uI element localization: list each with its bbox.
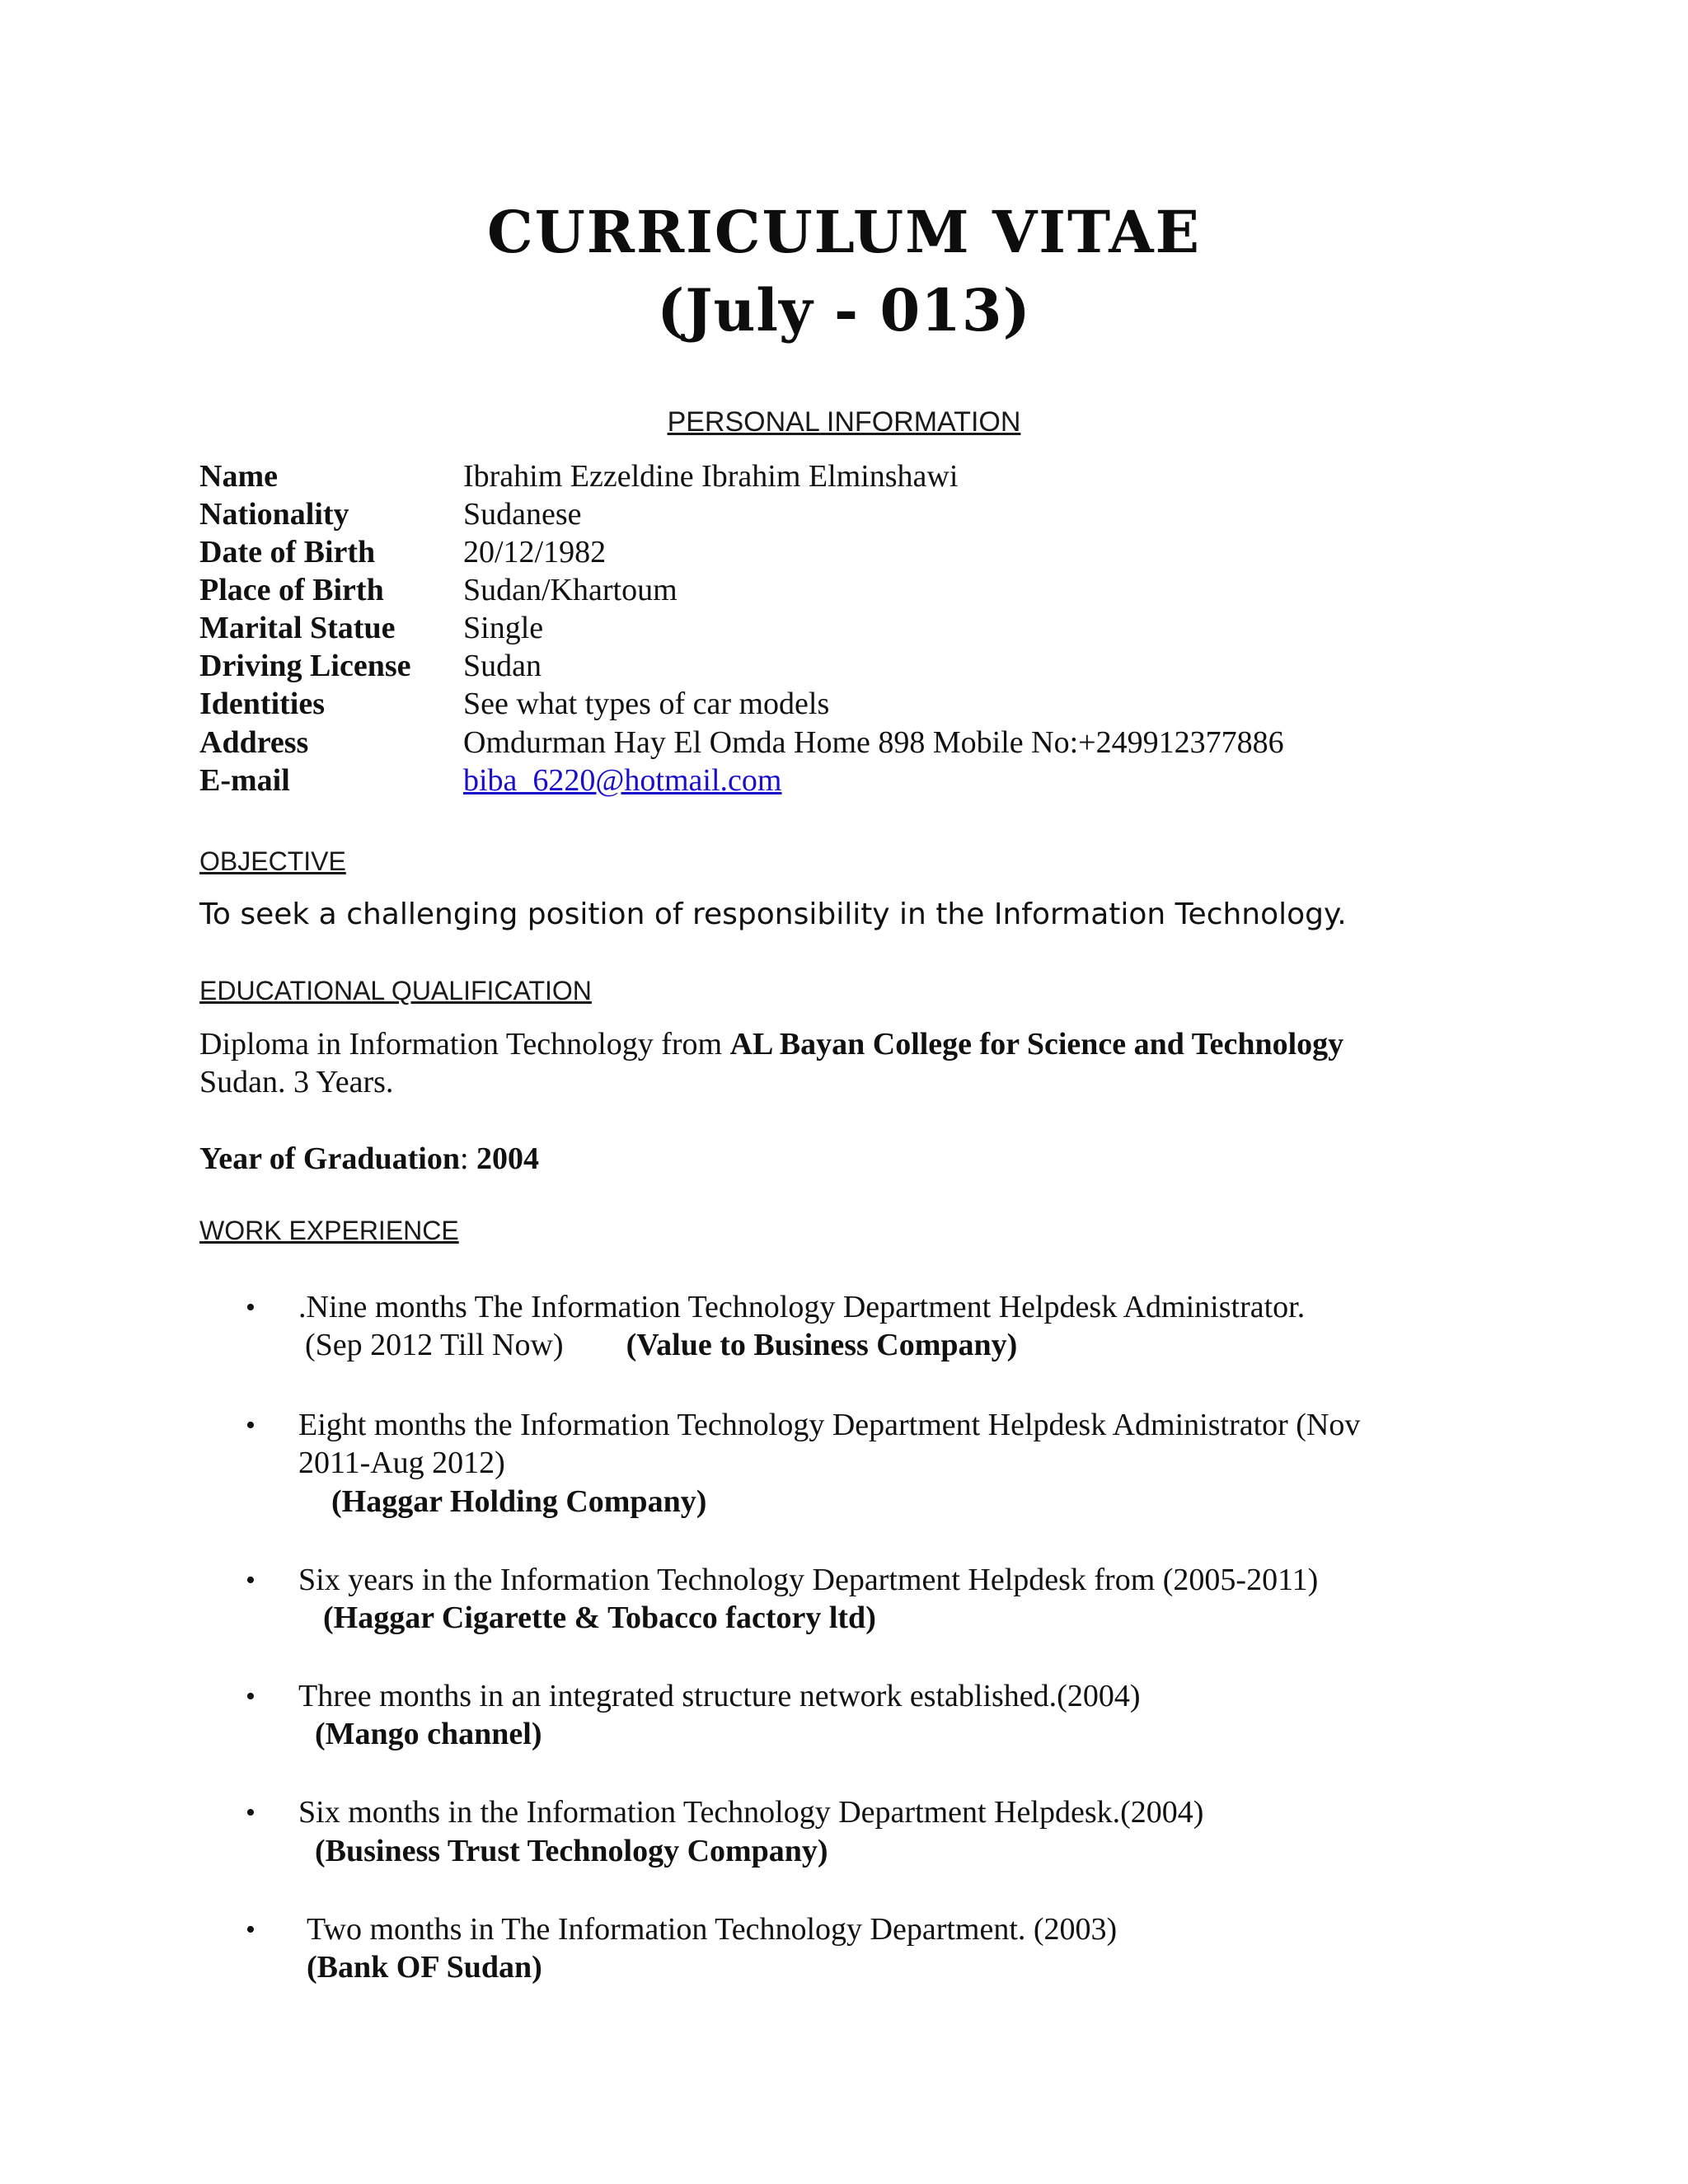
info-value: Sudan — [463, 649, 542, 683]
graduation-line — [199, 1141, 539, 1177]
experience-1-dates: (Sep 2012 Till Now) — [305, 1328, 564, 1362]
graduation-separator: : — [459, 1141, 477, 1176]
bullet-icon: • — [246, 1797, 256, 1828]
document-date: (July - 013) — [657, 276, 1031, 344]
experience-1-description: .Nine months The Information Technology Department Helpdesk Administrator. — [298, 1290, 1306, 1324]
objective-text: To seek a challenging position of responsibility in the Information Technology. — [199, 898, 1347, 931]
info-label: Name — [199, 459, 278, 494]
experience-4-description: Three months in an integrated structure network established.(2004) — [298, 1679, 1141, 1713]
work-experience-heading: WORK EXPERIENCE — [199, 1216, 459, 1245]
experience-2-dates: 2011-Aug 2012) — [298, 1446, 505, 1480]
experience-5-description: Six months in the Information Technology Department Helpdesk.(2004) — [298, 1795, 1204, 1830]
experience-5-company: (Business Trust Technology Company) — [315, 1834, 828, 1868]
education-line-2: Sudan. 3 Years. — [199, 1065, 394, 1099]
info-value: 20/12/1982 — [463, 535, 607, 569]
personal-info-heading: PERSONAL INFORMATION — [667, 406, 1021, 438]
graduation-year: 2004 — [476, 1141, 540, 1176]
experience-4-company: (Mango channel) — [315, 1717, 542, 1751]
bullet-icon: • — [246, 1681, 256, 1712]
objective-heading: OBJECTIVE — [199, 846, 346, 876]
bullet-icon: • — [246, 1565, 256, 1596]
info-label: E-mail — [199, 763, 290, 798]
education-college: AL Bayan College for Science and Technology — [729, 1027, 1344, 1062]
education-line-1 — [199, 1026, 1343, 1062]
email-link[interactable]: biba_6220@hotmail.com — [463, 763, 782, 798]
info-value: Omdurman Hay El Omda Home 898 Mobile No:+249912377886 — [463, 725, 1284, 760]
info-label: Place of Birth — [199, 573, 384, 607]
info-label: Date of Birth — [199, 535, 376, 569]
experience-2-description: Eight months the Information Technology Department Helpdesk Administrator (Nov — [298, 1408, 1361, 1442]
experience-1-dates-line — [305, 1327, 1017, 1363]
info-label: Identities — [199, 687, 325, 721]
bullet-icon: • — [246, 1410, 256, 1441]
info-value: Single — [463, 611, 544, 645]
info-label: Nationality — [199, 497, 349, 532]
experience-6-description: Two months in The Information Technology Department. (2003) — [307, 1912, 1118, 1947]
experience-1-company: (Value to Business Company) — [626, 1328, 1018, 1362]
education-diploma: Diploma in Information Technology from — [199, 1027, 730, 1062]
info-value: Sudan/Khartoum — [463, 573, 678, 607]
experience-6-company: (Bank OF Sudan) — [307, 1950, 542, 1985]
info-value: See what types of car models — [463, 687, 830, 721]
education-heading: EDUCATIONAL QUALIFICATION — [199, 976, 592, 1005]
info-label: Driving License — [199, 649, 411, 683]
info-label: Marital Statue — [199, 611, 396, 645]
experience-2-company: (Haggar Holding Company) — [331, 1484, 707, 1519]
experience-3-description: Six years in the Information Technology Department Helpdesk from (2005-2011) — [298, 1563, 1319, 1597]
info-value: Ibrahim Ezzeldine Ibrahim Elminshawi — [463, 459, 959, 494]
info-label: Address — [199, 725, 309, 760]
experience-3-company: (Haggar Cigarette & Tobacco factory ltd) — [323, 1601, 876, 1635]
graduation-label: Year of Graduation — [199, 1141, 460, 1176]
info-value: Sudanese — [463, 497, 582, 532]
bullet-icon: • — [246, 1915, 256, 1945]
document-title: CURRICULUM VITAE — [487, 198, 1201, 266]
bullet-icon: • — [246, 1292, 256, 1323]
